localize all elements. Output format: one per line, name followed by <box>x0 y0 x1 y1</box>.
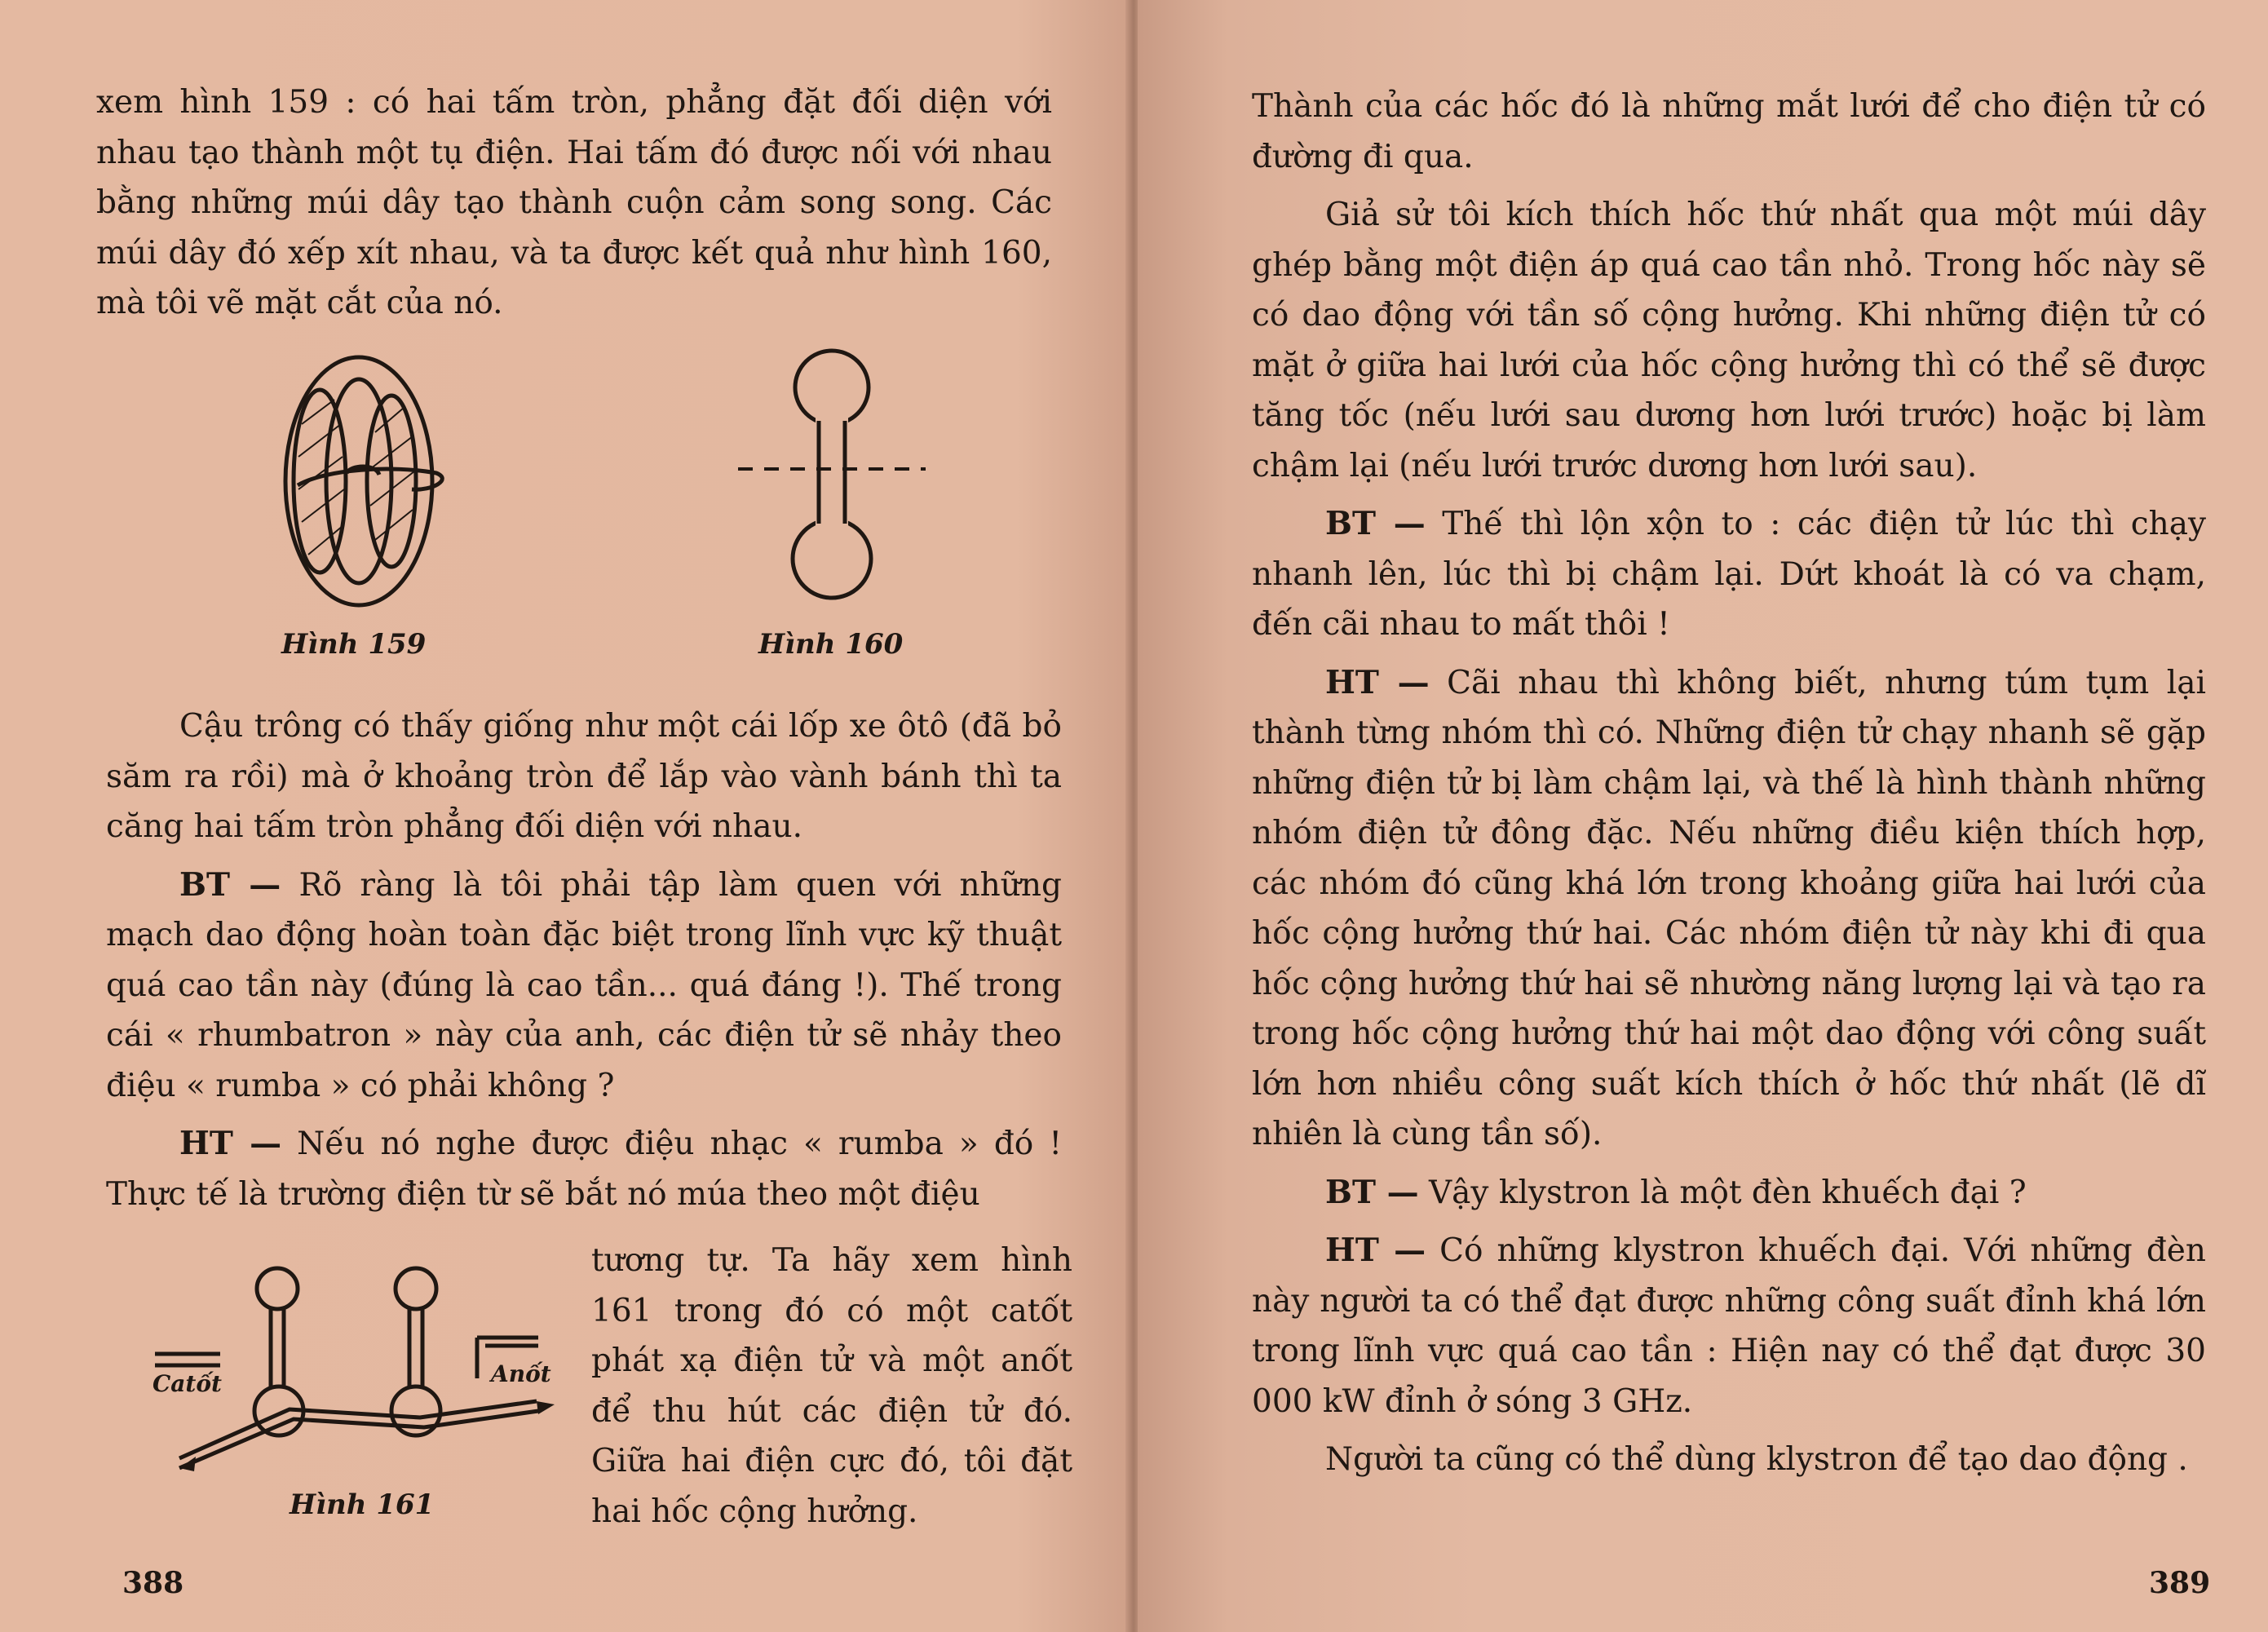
last-paragraph: Người ta cũng có thể dùng klystron để tạo dao động . <box>1325 1441 2188 1478</box>
figure-161-anode-label: Anốt <box>491 1360 551 1387</box>
left-page-number: 388 <box>122 1566 184 1600</box>
left-intro-paragraph: xem hình 159 : có hai tấm tròn, phẳng đặt đối diện với nhau tạo thành một tụ điện. Hai tấm đó được nối với nhau bằng những múi dây tạo thành cuộn cảm song song. Các múi dây đó xếp xít nhau, và ta được kết quả như hình 160, mà tôi vẽ mặt cắt của nó. <box>96 84 1052 321</box>
right-page <box>1138 0 2268 1632</box>
figure-159-drawing <box>269 351 465 612</box>
ht1-paragraph <box>1252 658 2206 1160</box>
left-side-text-block <box>591 1236 1072 1545</box>
bt1-speaker-label: BT — <box>1325 505 1426 542</box>
right-body-block <box>1252 82 2206 1493</box>
ht2-speaker-label: HT — <box>1325 1232 1426 1269</box>
excite-paragraph: Giả sử tôi kích thích hốc thứ nhất qua một múi dây ghép bằng một điện áp quá cao tần nhỏ. Trong hốc này sẽ có dao động với tần số cộng hưởng. Khi những điện tử có mặt ở giữa hai lưới của hốc cộng hưởng thì có thể sẽ được tăng tốc (nếu lưới sau dương hơn lưới trước) hoặc bị làm chậm lại (nếu lưới trước dương hơn lưới sau). <box>1252 197 2206 484</box>
ht2-text: Có những klystron khuếch đại. Với những đèn này người ta có thể đạt được những công suất đỉnh khá lớn trong lĩnh vực quá cao tần : Hiện nay có thể đạt được 30 000 kW đỉnh ở sóng 3 GHz. <box>1252 1232 2206 1420</box>
bt2-speaker-label: BT — <box>1325 1173 1419 1211</box>
ht-side-text: tương tự. Ta hãy xem hình 161 trong đó có một catốt phát xạ điện tử và một anốt để thu hút các điện tử đó. Giữa hai điện cực đó, tôi đặt hai hốc cộng hưởng. <box>591 1242 1072 1530</box>
figure-160-caption: Hình 160 <box>758 628 904 661</box>
right-cont-paragraph: Thành của các hốc đó là những mắt lưới để cho điện tử có đường đi qua. <box>1252 88 2206 175</box>
ht-paragraph <box>106 1119 1062 1219</box>
figure-160-drawing <box>734 351 930 612</box>
bt2-text: Vậy klystron là một đèn khuếch đại ? <box>1428 1174 2027 1211</box>
ht1-speaker-label: HT — <box>1325 663 1430 701</box>
bt-speaker-label: BT — <box>179 865 281 904</box>
left-intro-block <box>96 77 1052 337</box>
ht-speaker-label: HT — <box>179 1125 282 1162</box>
right-page-number: 389 <box>2149 1566 2211 1600</box>
bt-text: Rõ ràng là tôi phải tập làm quen với những mạch dao động hoàn toàn đặc biệt trong lĩnh vực kỹ thuật quá cao tần này (đúng là cao tần... quá đáng !). Thế trong cái « rhumbatron » này của anh, các điện tử sẽ nhảy theo điệu « rumba » có phải không ? <box>106 866 1062 1104</box>
bt2-paragraph <box>1252 1168 2206 1218</box>
bt1-paragraph <box>1252 499 2206 650</box>
ht-text: Nếu nó nghe được điệu nhạc « rumba » đó ! Thực tế là trường điện từ sẽ bắt nó múa theo một điệu <box>106 1126 1062 1213</box>
ht1-text: Cãi nhau thì không biết, nhưng túm tụm lại thành từng nhóm thì có. Những điện tử chạy nhanh sẽ gặp những điện tử bị làm chậm lại, và thế là hình thành những nhóm điện tử đông đặc. Nếu những điều kiện thích hợp, các nhóm đó cũng khá lớn trong khoảng giữa hai lưới của hốc cộng hưởng thứ hai. Các nhóm điện tử này khi đi qua hốc cộng hưởng thứ hai sẽ nhường năng lượng lại và tạo ra trong hốc cộng hưởng thứ hai một dao động với công suất lớn hơn nhiều công suất kích thích ở hốc thứ nhất (lẽ dĩ nhiên là cùng tần số). <box>1252 664 2206 1152</box>
figure-161-caption: Hình 161 <box>290 1488 435 1521</box>
left-body-block <box>106 701 1062 1227</box>
figure-159-caption: Hình 159 <box>281 628 427 661</box>
tire-text: Cậu trông có thấy giống như một cái lốp xe ôtô (đã bỏ săm ra rồi) mà ở khoảng tròn để lắp vào vành bánh thì ta căng hai tấm tròn phẳng đối diện với nhau. <box>106 708 1062 845</box>
bt1-text: Thế thì lộn xộn to : các điện tử lúc thì chạy nhanh lên, lúc thì bị chậm lại. Dứt khoát là có va chạm, đến cãi nhau to mất thôi ! <box>1252 506 2206 643</box>
ht2-paragraph <box>1252 1226 2206 1426</box>
bt-paragraph <box>106 860 1062 1112</box>
left-page <box>0 0 1130 1632</box>
tire-paragraph <box>106 701 1062 852</box>
figure-161-cathode-label: Catốt <box>153 1370 222 1397</box>
